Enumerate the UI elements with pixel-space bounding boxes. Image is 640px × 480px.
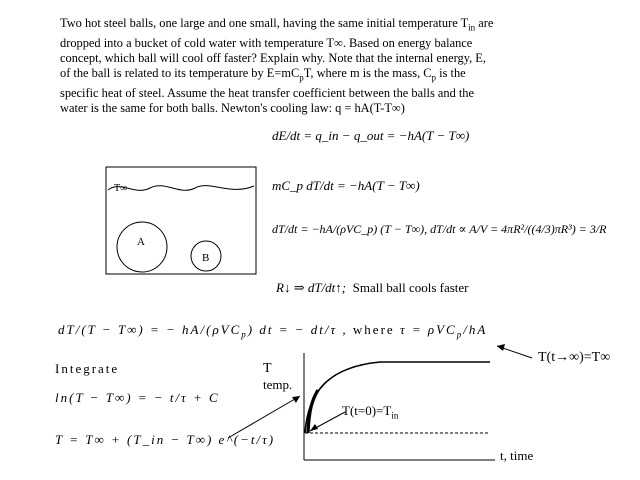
initial-temp-label: $T(t=0)=T_{in}$ <box>342 403 399 421</box>
graph-y-label-unit: temp. <box>263 377 293 392</box>
arrow-head-initial <box>310 424 318 431</box>
equation-4: R↓ ⇒ dT/dt↑; Small ball cools faster <box>276 280 469 295</box>
water-temp-label: T∞ <box>114 183 128 194</box>
equation-6: ln(T − T∞) = − t/τ + C <box>55 390 220 405</box>
problem-line-2: dropped into a bucket of cold water with temperature T∞. Based on energy balance <box>60 35 473 50</box>
cooling-curve <box>305 362 490 433</box>
problem-line-5: specific heat of steel. Assume the heat transfer coefficient between the balls and the <box>60 85 475 100</box>
graph-y-label: T <box>263 361 272 376</box>
equation-2: mC_p dT/dt = −hA(T − T∞) <box>272 178 420 193</box>
equation-7: T = T∞ + (T_in − T∞) e^(−t/τ) <box>55 432 276 447</box>
problem-line-1: Two hot steel balls, one large and one small, having the same initial temperature $T_{in}$ are <box>60 16 494 33</box>
where-word: where <box>352 322 395 337</box>
ball-b-label: B <box>202 252 210 264</box>
integrate-label: Integrate <box>55 361 120 376</box>
equation-3: dT/dt = −hA/(ρVC_p) (T − T∞), dT/dt ∝ A/V = 4πR²/((4/3)πR³) = 3/R <box>272 222 607 236</box>
asymptote-label: T(t→∞)=T∞ <box>538 350 611 365</box>
bucket-outline <box>106 167 256 274</box>
problem-line-6: water is the same for both balls. Newton's cooling law: q = hA(T-T∞) <box>60 100 405 115</box>
conclusion-text: Small ball cools faster <box>352 280 469 295</box>
ball-a-label: A <box>137 236 145 248</box>
graph-x-label: t, time <box>500 448 534 463</box>
equation-5: dT/(T − T∞) = − hA/(ρVC$_p$) dt = − dt/τ , where τ = ρVC$_p$/hA <box>58 322 488 340</box>
arrow-head-asymptote <box>497 344 505 351</box>
water-surface <box>108 186 254 191</box>
problem-line-3: concept, which ball will cool off faster? Explain why. Note that the internal energy, E, <box>60 50 486 65</box>
problem-line-4: of the ball is related to its temperature by $E=mC_pT$, where m is the mass, $C_p$ is the <box>60 66 466 83</box>
equation-1: dE/dt = q_in − q_out = −hA(T − T∞) <box>272 128 470 143</box>
